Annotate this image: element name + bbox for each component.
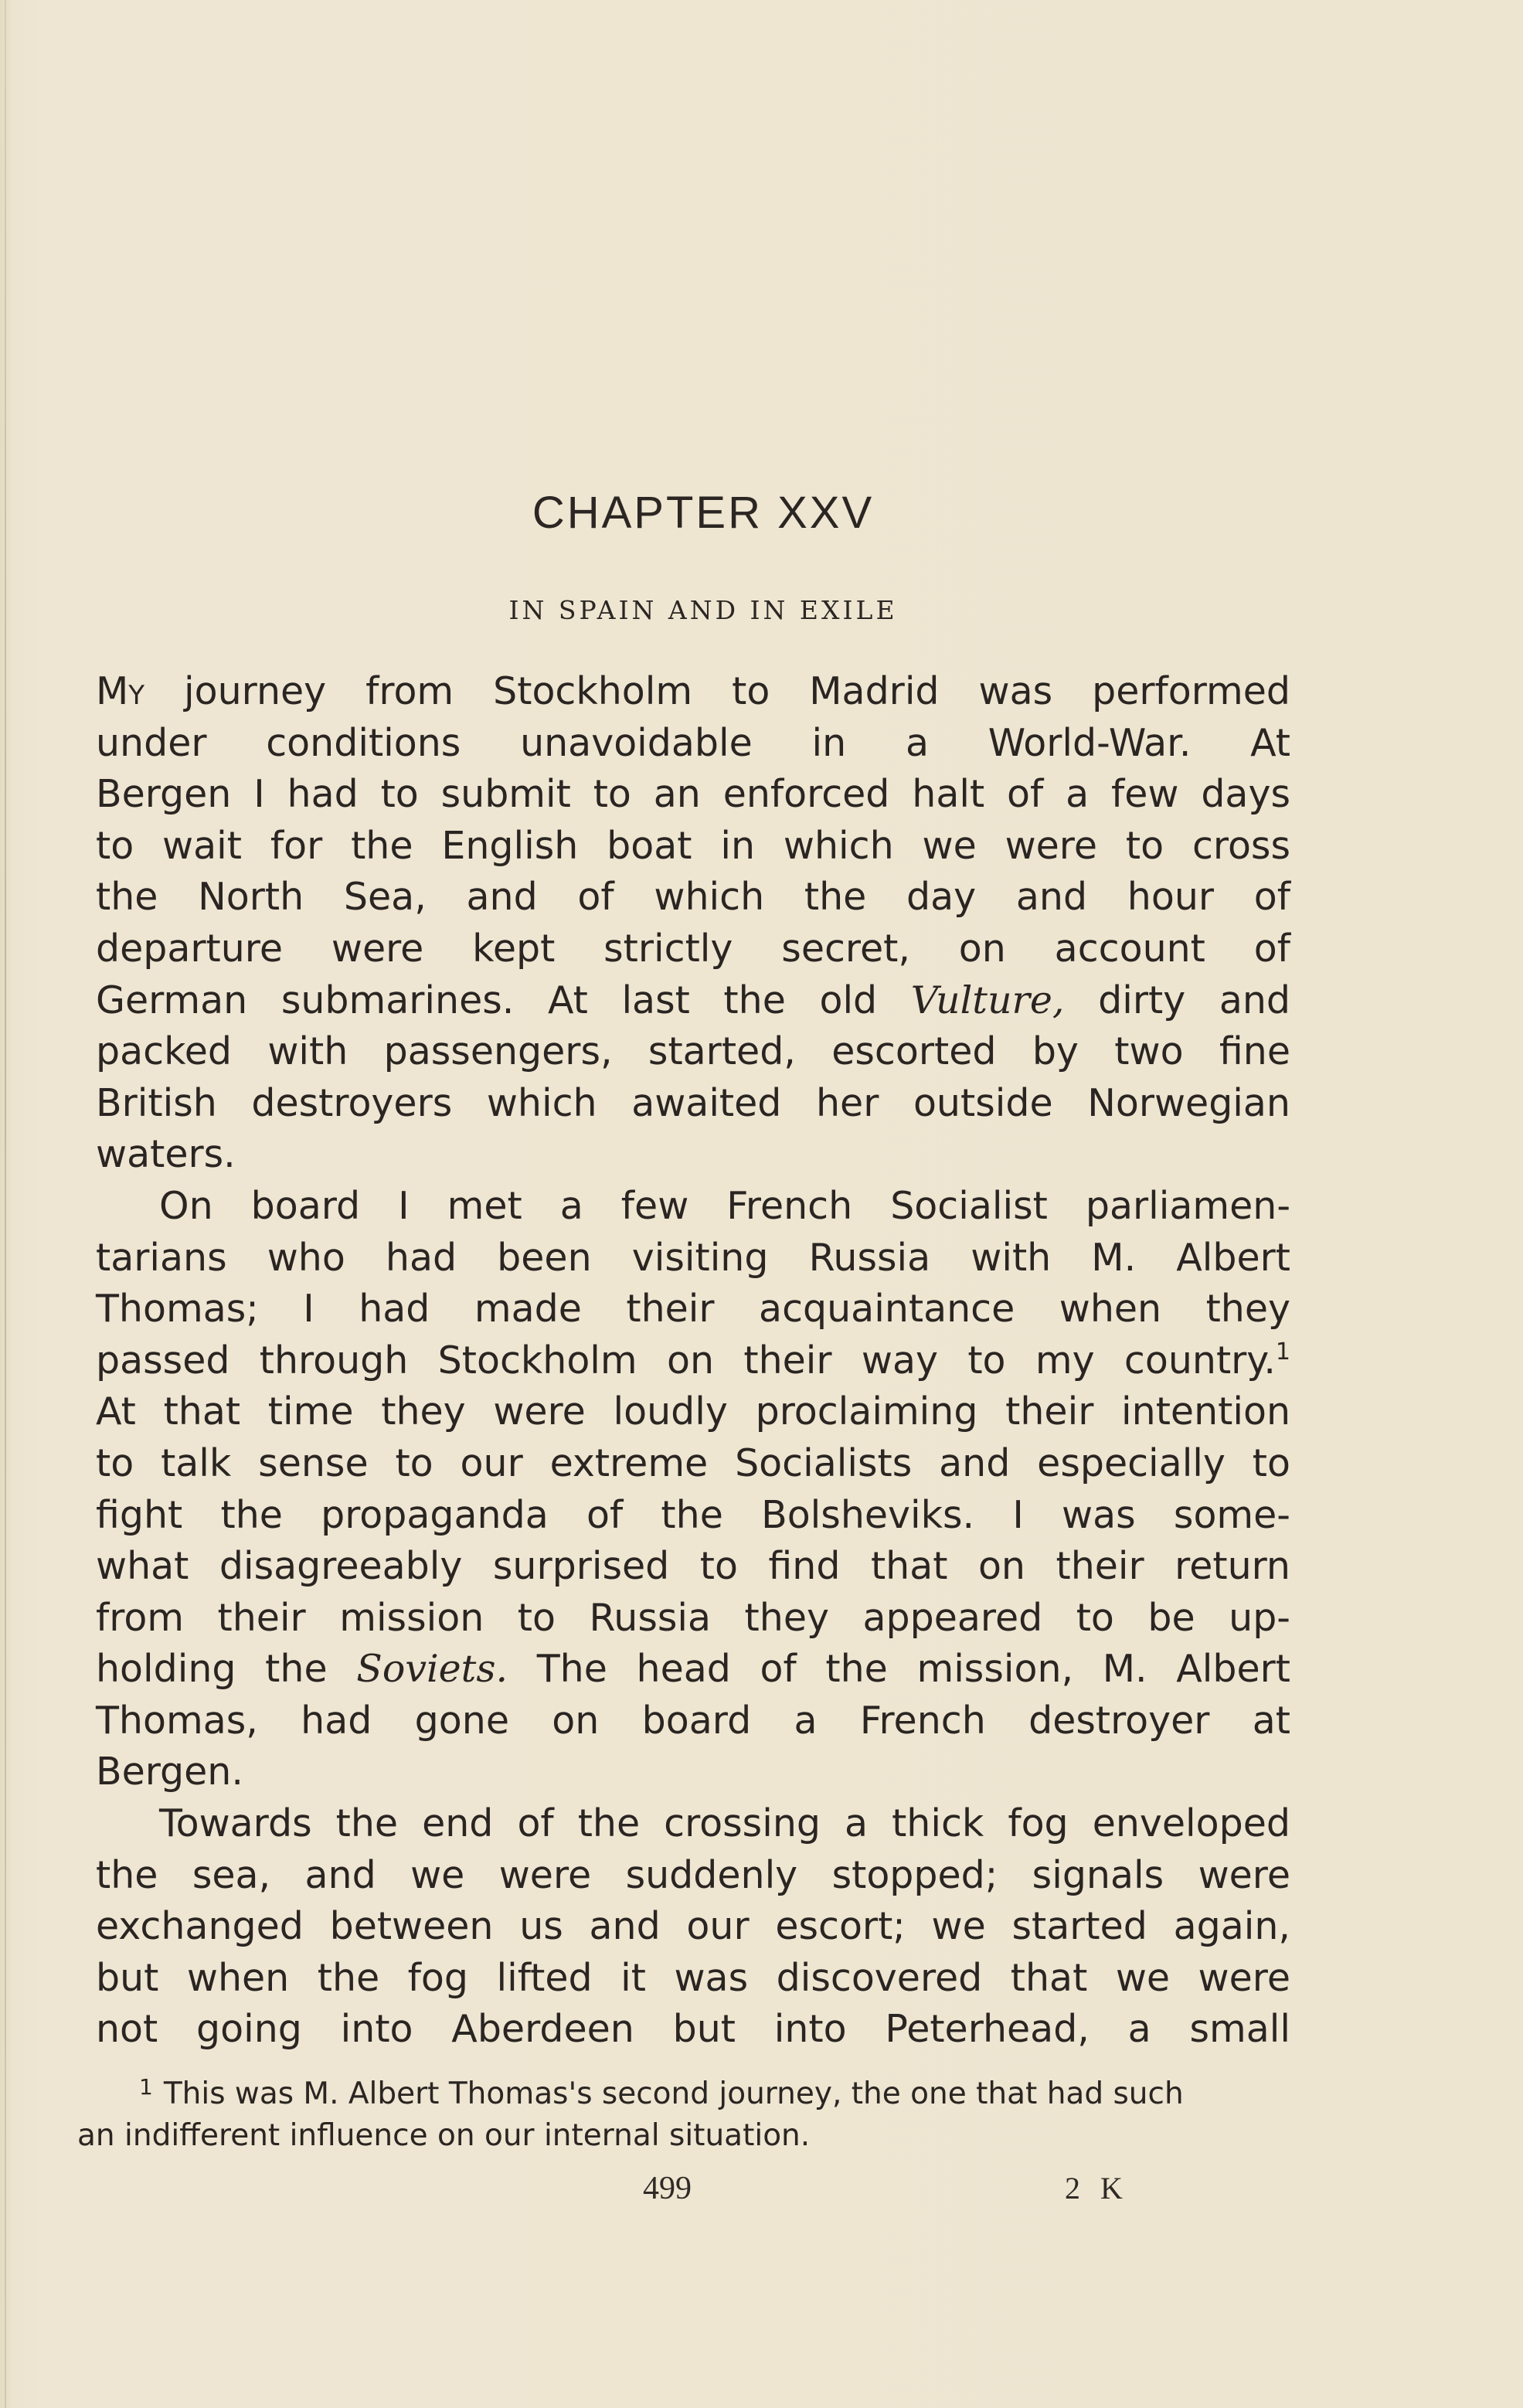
chapter-subtitle: IN SPAIN AND IN EXILE <box>508 595 898 625</box>
text-line: tarians who had been visiting Russia with M. Albert <box>96 1235 1290 1280</box>
text-line: Towards the end of the crossing a thick fog enveloped <box>159 1801 1290 1846</box>
line-text: passed through Stockholm on their way to my country. <box>96 1338 1276 1383</box>
line-text: dirty and <box>1064 978 1291 1022</box>
text-line: Thomas; I had made their acquaintance when they <box>96 1287 1290 1332</box>
footnote <box>77 2073 1283 2157</box>
text-line: Bergen. <box>96 1750 243 1794</box>
printer-signature-mark: 2 K <box>1065 2171 1129 2206</box>
text-line: not going into Aberdeen but into Peterhead, a small <box>96 2007 1290 2052</box>
footnote-line <box>77 2073 1283 2115</box>
text-line: exchanged between us and our escort; we started again, <box>96 1904 1290 1949</box>
italic-term: Vulture, <box>910 978 1065 1022</box>
footnote-mark: 1 <box>139 2074 153 2100</box>
line-text: journey from Stockholm to Madrid was performed <box>144 669 1290 713</box>
text-line <box>96 975 1290 1027</box>
text-line: to wait for the English boat in which we were to cross <box>96 823 1290 868</box>
text-line: packed with passengers, started, escorted by two fine <box>96 1029 1290 1074</box>
binding-edge <box>5 0 6 2408</box>
footnote-text-2: an indifferent influence on our internal situation. <box>77 2118 811 2153</box>
text-line: but when the fog lifted it was discovered that we were <box>96 1955 1290 2000</box>
text-line: under conditions unavoidable in a World-War. At <box>96 720 1290 765</box>
text-line: the North Sea, and of which the day and hour of <box>96 875 1290 920</box>
line-text: holding the <box>96 1647 357 1692</box>
footnote-reference: 1 <box>1275 1338 1290 1366</box>
text-line: what disagreeably surprised to find that on their return <box>96 1544 1290 1589</box>
text-line: the sea, and we were suddenly stopped; signals were <box>96 1852 1290 1897</box>
text-line <box>96 666 1290 718</box>
footnote-text-1: This was M. Albert Thomas's second journey, the one that had such <box>163 2076 1184 2111</box>
text-line: British destroyers which awaited her outside Norwegian <box>96 1080 1290 1125</box>
line-text: The head of the mission, M. Albert <box>508 1647 1290 1692</box>
text-line: Thomas, had gone on board a French destroyer at <box>96 1698 1290 1743</box>
line-text: German submarines. At last the old <box>96 978 911 1022</box>
page-number: 499 <box>643 2171 692 2206</box>
text-line: Bergen I had to submit to an enforced halt of a few days <box>96 772 1290 817</box>
text-line <box>96 1644 1290 1695</box>
text-line: waters. <box>96 1132 236 1177</box>
text-line: departure were kept strictly secret, on account of <box>96 926 1290 971</box>
italic-term: Soviets. <box>356 1647 508 1692</box>
text-line: On board I met a few French Socialist parliamen- <box>159 1183 1290 1228</box>
body-text <box>96 666 1290 2056</box>
chapter-title: CHAPTER XXV <box>532 488 875 538</box>
text-line: At that time they were loudly proclaiming their intention <box>96 1389 1290 1434</box>
text-line: to talk sense to our extreme Socialists and especially to <box>96 1440 1290 1485</box>
drop-word: My <box>96 669 145 713</box>
footnote-line <box>77 2115 1283 2157</box>
text-line: fight the propaganda of the Bolsheviks. I was some- <box>96 1492 1290 1537</box>
text-line <box>96 1335 1290 1387</box>
text-line: from their mission to Russia they appeared to be up- <box>96 1595 1290 1640</box>
